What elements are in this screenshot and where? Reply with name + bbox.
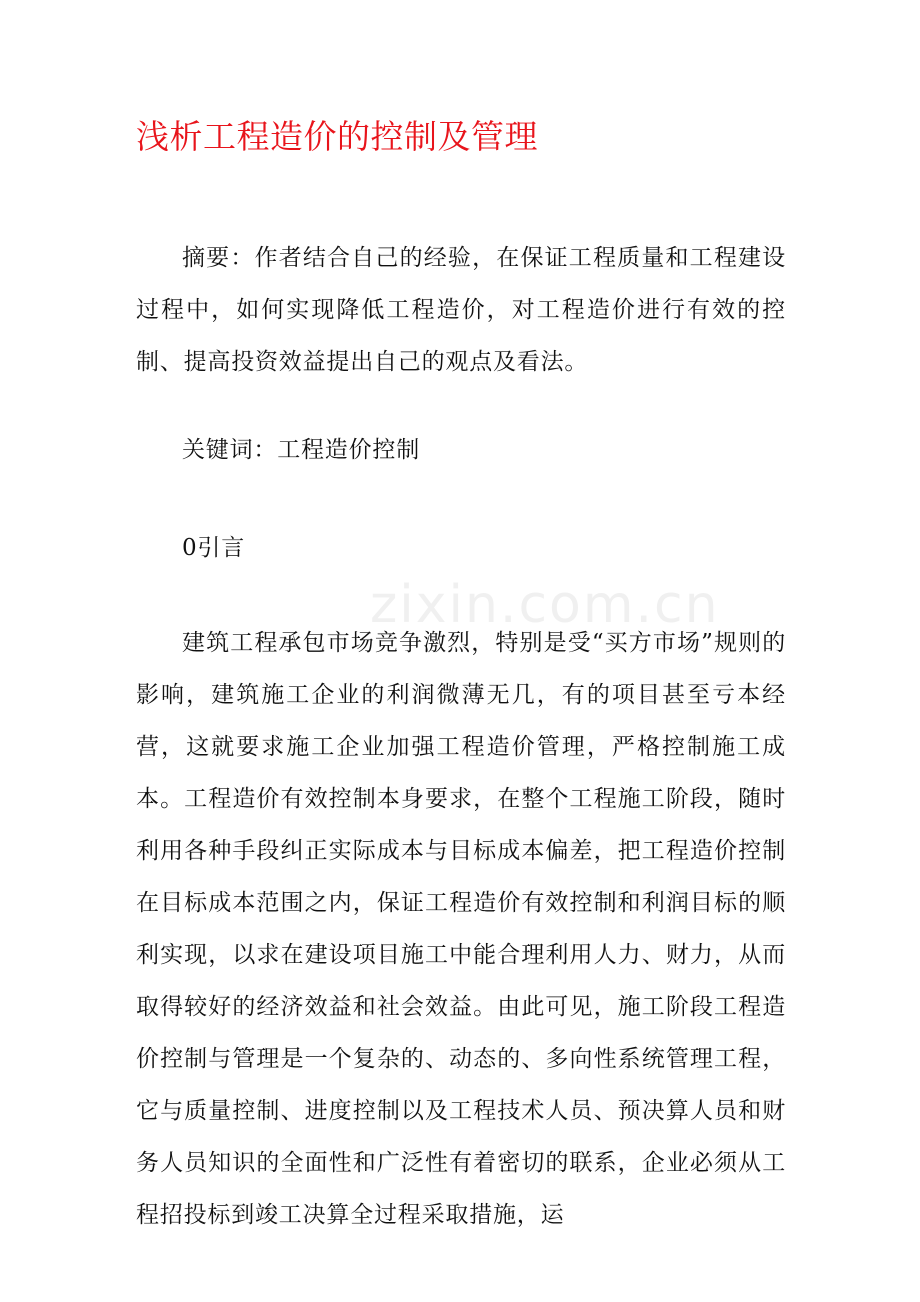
document-title: 浅析工程造价的控制及管理 — [136, 117, 538, 156]
section-heading: 0引言 — [182, 535, 246, 561]
abstract-paragraph: 摘要：作者结合自己的经验，在保证工程质量和工程建设过程中，如何实现降低工程造价，对工程造价进行有效的控制、提高投资效益提出自己的观点及看法。 — [136, 245, 786, 375]
watermark: zixin.com.cn — [370, 575, 720, 635]
body-paragraph: 建筑工程承包市场竞争激烈，特别是受“买方市场”规则的影响，建筑施工企业的利润微薄无几，有的项目甚至亏本经营，这就要求施工企业加强工程造价管理，严格控制施工成本。工程造价有效控制本身要求，在整个工程施工阶段，随时利用各种手段纠正实际成本与目标成本偏差，把工程造价控制在目标成本范围之内，保证工程造价有效控制和利润目标的顺利实现，以求在建设项目施工中能合理利用人力、财力，从而取得较好的经济效益和社会效益。由此可见，施工阶段工程造价控制与管理是一个复杂的、动态的、多向性系统管理工程，它与质量控制、进度控制以及工程技术人员、预决算人员和财务人员知识的全面性和广泛性有着密切的联系，企业必须从工程招投标到竣工决算全过程采取措施，运 — [136, 630, 786, 1228]
keywords-paragraph: 关键词：工程造价控制 — [182, 437, 420, 463]
